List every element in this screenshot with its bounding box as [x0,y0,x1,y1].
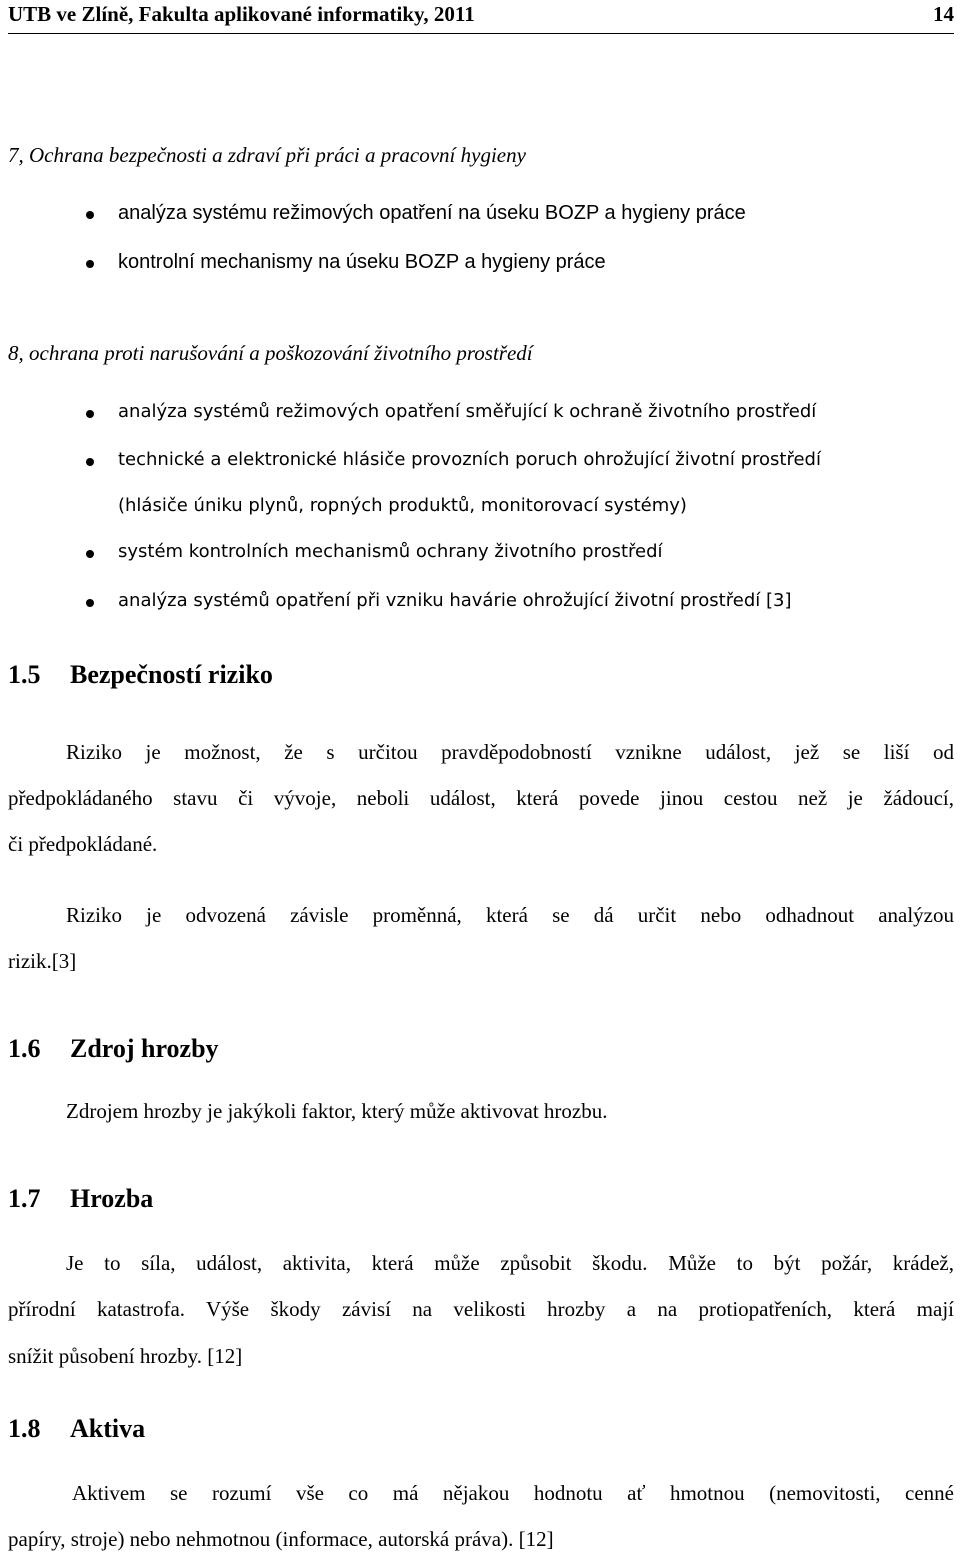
list8-item-continuation: (hlásiče úniku plynů, ropných produktů, monitorovací systémy) [118,495,687,516]
header-title: UTB ve Zlíně, Fakulta aplikované informatiky, 2011 [8,2,475,26]
section-heading [8,1414,145,1444]
list7-heading: 7, Ochrana bezpečnosti a zdraví při práci a pracovní hygieny [8,143,526,167]
list7-item: kontrolní mechanismy na úseku BOZP a hygieny práce [118,251,606,273]
paragraph-line: či předpokládané. [8,832,158,856]
paragraph-line: přírodní katastrofa. Výše škody závisí na velikosti hrozby a na protiopatřeních, která mají [8,1297,954,1321]
paragraph-line: Aktivem se rozumí vše co má nějakou hodnotu ať hmotnou (nemovitosti, cenné [72,1481,954,1505]
section-title: Aktiva [70,1414,146,1443]
paragraph-line: rizik.[3] [8,949,77,973]
bullet-icon [86,550,94,558]
section-title: Hrozba [70,1184,154,1213]
paragraph-line: předpokládaného stavu či vývoje, neboli událost, která povede jinou cestou než je žádoucí, [8,786,954,810]
paragraph-line: Zdrojem hrozby je jakýkoli faktor, který může aktivovat hrozbu. [66,1099,608,1123]
bullet-icon [86,211,94,219]
section-number: 1.7 [8,1184,41,1213]
bullet-icon [86,599,94,607]
section-number: 1.8 [8,1414,41,1443]
paragraph-line: snížit působení hrozby. [12] [8,1344,243,1368]
section-heading [8,1034,219,1064]
list8-item: technické a elektronické hlásiče provozních poruch ohrožující životní prostředí [118,449,821,470]
paragraph-line: Riziko je odvozená závisle proměnná, která se dá určit nebo odhadnout analýzou [66,903,954,927]
section-number: 1.6 [8,1034,41,1063]
list8-item: analýza systémů režimových opatření směřující k ochraně životního prostředí [118,401,817,422]
list8-item: analýza systémů opatření při vzniku havárie ohrožující životní prostředí [3] [118,590,792,611]
section-number: 1.5 [8,660,41,689]
list8-heading: 8, ochrana proti narušování a poškozování životního prostředí [8,341,533,365]
section-title: Zdroj hrozby [70,1034,219,1063]
header-rule [8,33,954,34]
paragraph-line: Riziko je možnost, že s určitou pravděpodobností vznikne událost, jež se liší od [66,740,954,764]
bullet-icon [86,410,94,418]
paragraph-line: papíry, stroje) nebo nehmotnou (informace, autorská práva). [12] [8,1527,554,1551]
running-header [8,2,954,27]
paragraph-line: Je to síla, událost, aktivita, která může způsobit škodu. Může to být požár, krádež, [66,1251,954,1275]
bullet-icon [86,260,94,268]
section-title: Bezpečností riziko [70,660,273,689]
section-heading [8,660,273,690]
list7-item: analýza systému režimových opatření na úseku BOZP a hygieny práce [118,202,746,224]
bullet-icon [86,458,94,466]
list8-item: systém kontrolních mechanismů ochrany životního prostředí [118,541,663,562]
page-number: 14 [933,2,954,26]
section-heading [8,1184,153,1214]
